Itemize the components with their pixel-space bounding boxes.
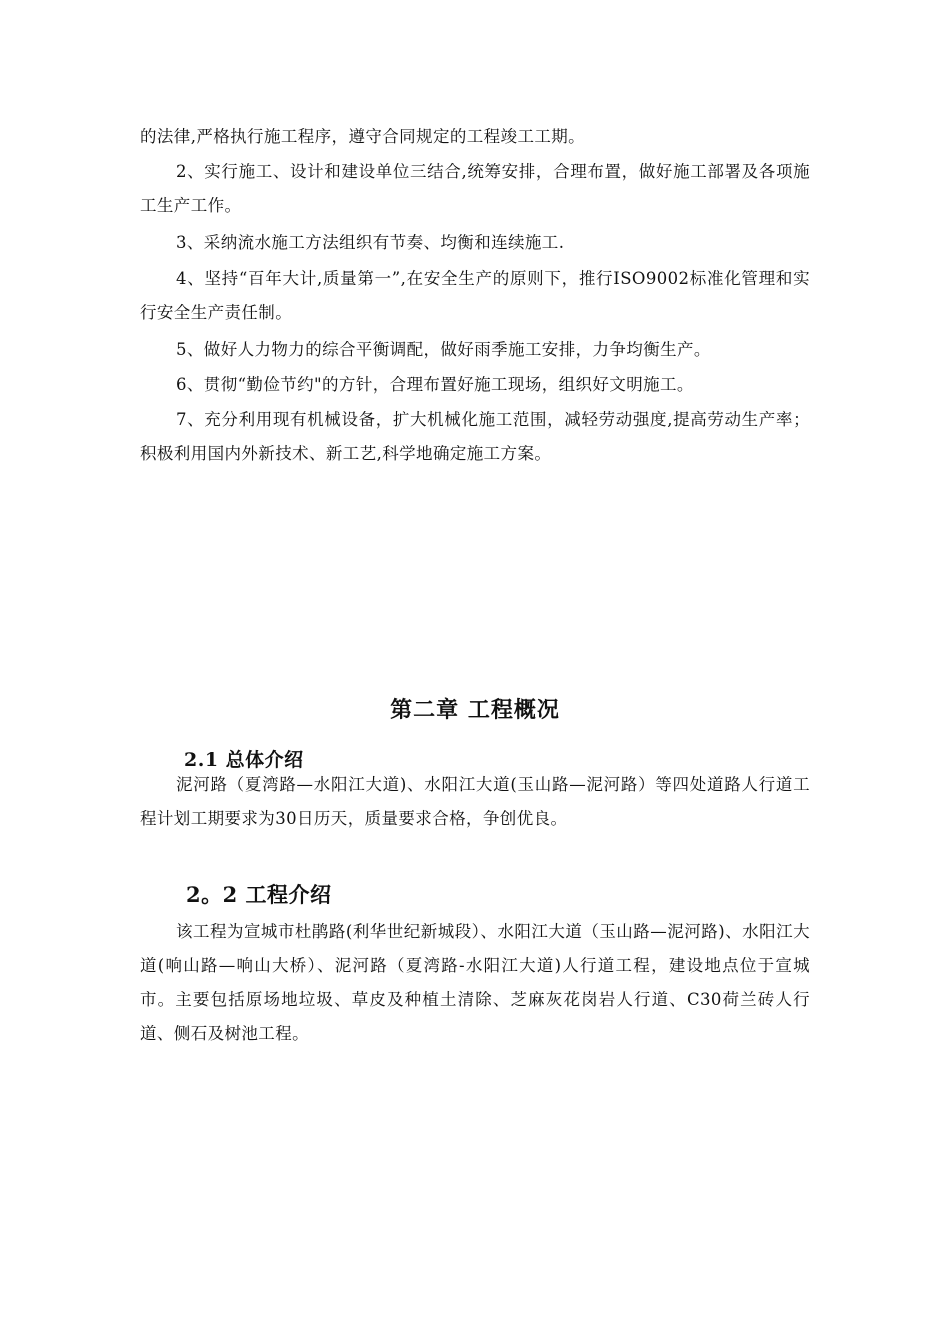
principle-2-paragraph: 2、实行施工、设计和建设单位三结合,统筹安排，合理布置，做好施工部署及各项施工生产工作。 (140, 162, 810, 215)
principle-3-paragraph: 3、采纳流水施工方法组织有节奏、均衡和连续施工. (176, 233, 565, 252)
principle-6-paragraph: 6、贯彻“勤俭节约"的方针，合理布置好施工现场，组织好文明施工。 (176, 375, 694, 394)
section-2-1-heading: 2.1 总体介绍 (184, 749, 304, 771)
document-page (140, 0, 810, 1344)
principle-4-paragraph: 4、坚持“百年大计,质量第一”,在安全生产的原则下，推行ISO9002标准化管理和实行安全生产责任制。 (140, 269, 810, 322)
section-2-1-body: 泥河路（夏湾路—水阳江大道)、水阳江大道(玉山路—泥河路）等四处道路人行道工程计划工期要求为30日历天，质量要求合格，争创优良。 (140, 775, 810, 828)
principle-7-paragraph: 7、充分利用现有机械设备，扩大机械化施工范围，减轻劳动强度,提高劳动生产率；积极利用国内外新技术、新工艺,科学地确定施工方案。 (140, 410, 810, 463)
principle-5-paragraph: 5、做好人力物力的综合平衡调配，做好雨季施工安排，力争均衡生产。 (176, 340, 711, 359)
section-2-2-heading: 2。2 工程介绍 (186, 882, 332, 907)
section-2-2-body: 该工程为宣城市杜鹃路(利华世纪新城段）、水阳江大道（玉山路—泥河路)、水阳江大道(响山路—响山大桥）、泥河路（夏湾路-水阳江大道)人行道工程，建设地点位于宣城市。主要包括原场地垃圾、草皮及种植土清除、芝麻灰花岗岩人行道、C30荷兰砖人行道、侧石及树池工程。 (140, 922, 810, 1043)
intro-continuation-paragraph: 的法律,严格执行施工程序，遵守合同规定的工程竣工工期。 (140, 127, 586, 146)
chapter-title: 第二章 工程概况 (390, 697, 560, 723)
